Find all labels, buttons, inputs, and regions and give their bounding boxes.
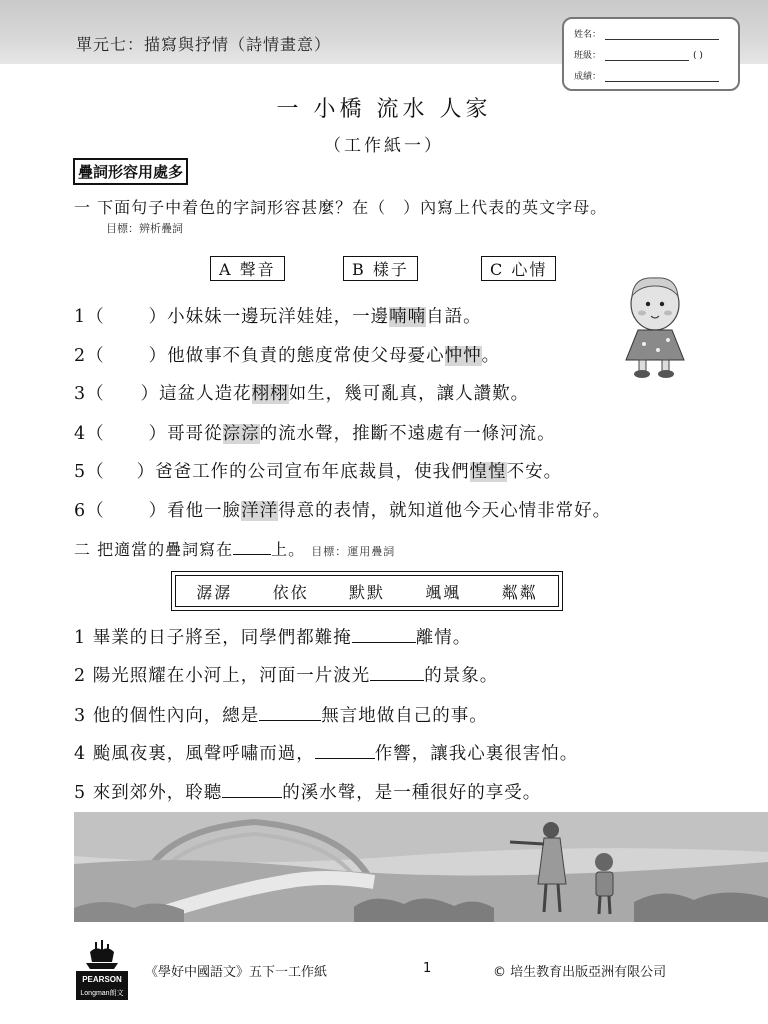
girl-illustration <box>612 268 698 380</box>
word-bank-item: 颯颯 <box>425 582 462 602</box>
logo-text: PEARSON <box>82 975 122 984</box>
answer-blank[interactable] <box>222 796 282 798</box>
part1-item-3: 3（ ）這盆人造花栩栩如生，幾可亂真，讓人讚歎。 <box>74 384 530 404</box>
name-field[interactable] <box>605 30 719 40</box>
pearson-longman-logo <box>76 938 128 1000</box>
answer-blank[interactable] <box>259 719 321 721</box>
part1-goal: 目標：辨析疊詞 <box>106 222 183 235</box>
highlighted-word: 惶惶 <box>469 462 507 482</box>
part2-instruction: 二 把適當的疊詞寫在 上。 目標：運用疊詞 <box>74 540 396 559</box>
item-number: 6（ <box>74 501 105 521</box>
highlighted-word: 淙淙 <box>222 424 260 444</box>
page-subtitle: （工作紙一） <box>324 136 444 156</box>
part1-item-1: 1（ ）小妹妹一邊玩洋娃娃，一邊喃喃自語。 <box>74 307 482 327</box>
highlighted-word: 洋洋 <box>241 501 279 521</box>
class-number-paren[interactable]: ( ) <box>693 51 703 61</box>
class-label: 班級： <box>574 51 602 61</box>
name-label: 姓名： <box>574 30 602 40</box>
part2-item-3: 3 他的個性內向，總是 無言地做自己的事。 <box>74 706 488 726</box>
part2-goal: 目標：運用疊詞 <box>311 545 396 558</box>
instruction-blank <box>233 553 271 555</box>
word-bank-item: 粼粼 <box>501 582 538 602</box>
footer-book-title: 《學好中國語文》五下一工作紙 <box>145 965 328 980</box>
part1-item-4: 4（ ）哥哥從淙淙的流水聲，推斷不遠處有一條河流。 <box>74 424 556 444</box>
word-bank <box>175 575 559 607</box>
word-bank-item: 依依 <box>272 582 309 602</box>
item-number: 2（ <box>74 346 105 366</box>
page-number: 1 <box>423 961 432 976</box>
highlighted-word: 栩栩 <box>251 384 289 404</box>
score-row <box>574 69 719 82</box>
item-number: 3（ <box>74 384 105 404</box>
score-label: 成績： <box>574 72 602 82</box>
part2-item-4: 4 颱風夜裏，風聲呼嘯而過， 作響，讓我心裏很害怕。 <box>74 744 579 764</box>
item-number: 4（ <box>74 424 105 444</box>
item-number: 1（ <box>74 307 105 327</box>
name-row <box>574 27 719 40</box>
answer-blank[interactable] <box>352 641 416 643</box>
highlighted-word: 喃喃 <box>389 307 427 327</box>
option-a: A 聲音 <box>210 256 285 281</box>
part2-item-1: 1 畢業的日子將至，同學們都難掩 離情。 <box>74 628 472 648</box>
section-heading: 疊詞形容用處多 <box>73 158 188 185</box>
part2-item-2: 2 陽光照耀在小河上，河面一片波光 的景象。 <box>74 666 499 686</box>
page-title: 一 小橋 流水 人家 <box>276 97 492 122</box>
unit-title: 單元七：描寫與抒情（詩情畫意） <box>76 35 332 54</box>
option-b: B 樣子 <box>343 256 418 281</box>
part1-item-2: 2（ ）他做事不負責的態度常使父母憂心忡忡。 <box>74 346 501 366</box>
footer-copyright: © 培生教育出版亞洲有限公司 <box>493 965 667 980</box>
word-bank-item: 默默 <box>348 582 385 602</box>
answer-blank[interactable] <box>315 757 375 759</box>
landscape-illustration <box>74 812 768 922</box>
score-field[interactable] <box>605 72 719 82</box>
item-number: 5（ <box>74 462 105 482</box>
part1-item-6: 6（ ）看他一臉洋洋得意的表情，就知道他今天心情非常好。 <box>74 501 612 521</box>
option-c: C 心情 <box>481 256 556 281</box>
part1-item-5: 5（ ）爸爸工作的公司宣布年底裁員，使我們惶惶不安。 <box>74 462 563 482</box>
student-info-box <box>562 17 740 91</box>
answer-blank[interactable] <box>370 679 424 681</box>
part2-item-5: 5 來到郊外，聆聽 的溪水聲，是一種很好的享受。 <box>74 783 542 803</box>
logo-subtext: Longman朗文 <box>80 990 124 997</box>
class-row <box>574 48 703 61</box>
word-bank-item: 潺潺 <box>196 582 233 602</box>
class-field[interactable] <box>605 51 689 61</box>
part1-instruction: 一 下面句子中着色的字詞形容甚麼？在（ ）內寫上代表的英文字母。 <box>74 198 608 217</box>
highlighted-word: 忡忡 <box>444 346 482 366</box>
